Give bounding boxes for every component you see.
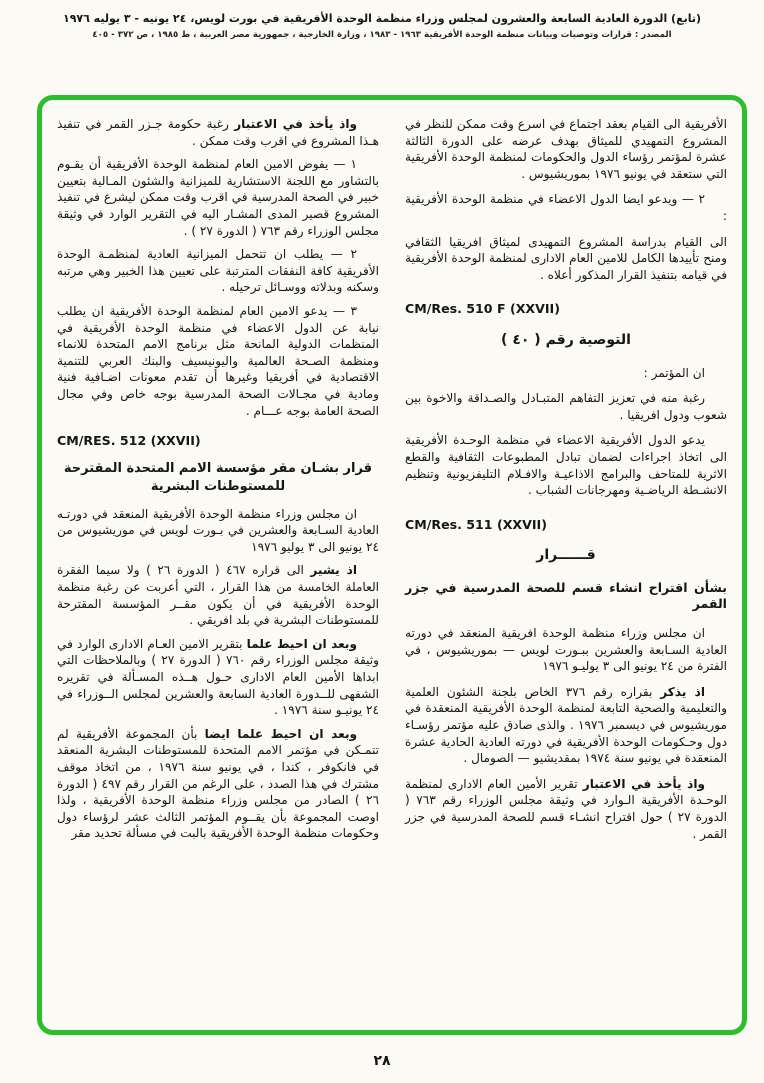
text-columns <box>57 116 727 1020</box>
para-operative-1: ١ — يفوض الامين العام لمنظمة الوحدة الأفريقية أن يقـوم بالتشاور مع اللجنة الاستشارية للميزانية والشئون المـالية بتعيين خبير في الصحة المدرسية في اقرب وقت ممكن ليشرع في تنفيذ المشروع قصير المدى المشـار اليه في التقرير الوارد في وثيقة مجلس الوزراء رقم ٧٦٣ ( الدورة ٢٧ ) . <box>57 157 379 238</box>
para-noted-report <box>57 636 379 719</box>
para-recalling-467 <box>57 562 379 628</box>
para-noted-report-lead: وبعد ان احيط علما <box>246 636 357 651</box>
para-considering-wish <box>57 116 379 149</box>
para-considering-report-text: تقرير الأمين العام الادارى لمنظمة الوحـدة الأفريقية الـوارد في وثيقة مجلس الوزراء رقم ٧٦٣ ( الدورة ٢٧ ) حول اقتراح انشـاء قسم للصحة المدرسية في جزر القمر . <box>405 776 728 841</box>
para-noted-group-text: بأن المجموعة الأفريقية لم تتمـكن في مؤتمر الامم المتحدة للمستوطنات البشرية المنعقد في فانكوفر ، كندا ، في يونيو سنة ١٩٧٦ ، من اتخاذ موقف مشترك في هذا الصدد ، على الرغم من القرار رقم ٤٩٧ ( الدورة ٢٦ ) الصادر من مجلس وزراء منظمة الوحدة الأفريقية ، ولذا اوصت المجموعة بأن يقــوم المؤتمر الثالث عشر لرؤساء دول وحكومات منظمة الوحدة الأفريقية بالبت في مسألة تحديد مقر <box>57 726 379 841</box>
para-operative-3: ٣ — يدعو الامين العام لمنظمة الوحدة الأفريقية ان يطلب نيابة عن الدول الاعضاء في منظمة الوحدة الأفريقية في المنظمات الدولية المانحة مثل برنامج الامم المتحدة للانماء ومنظمة الصـحة العالمية واليونيسيف والبنك العربي للتنمية الاقتصادية في أفريقيا وغيرها أن تقدم معونات اضـافية فنية ومادية في مجـالات الصحة المدرسية بوجه خاص وفي مجال الصحة العامة بوجه عـــام . <box>57 303 379 418</box>
para-considering-report-lead: واذ يأخذ في الاعتبار <box>582 776 705 791</box>
para-recalls-text: بقراره رقم ٣٧٦ الخاص بلجنة الشئون العلمية والتعليمية والصحية التابعة لمنظمة الوحدة الأفريقية المنعقدة في موريشيوس في ديسمبر ١٩٧٦ . والذى صادق عليه مؤتمر رؤسـاء دول وحـكومات الوحدة الأفريقية في دورته العادية الحادية عشرة المنعقدة في يونيو سنة ١٩٧٤ بمقديشيو — الصومال . <box>405 684 727 766</box>
para-conference-intro: ان المؤتمر : <box>643 365 705 380</box>
resolution-title: قــــــرار <box>536 547 596 564</box>
page-number: ٢٨ <box>373 1053 391 1069</box>
resolution-subject: بشأن اقتراح انشاء قسم للصحة المدرسية في جزر القمر <box>405 579 727 612</box>
para-recalls <box>405 684 727 767</box>
hq-resolution-title: قرار بشـان مقر مؤسسة الامم المتحدة المقترحة للمستوطنات البشرية <box>63 460 373 494</box>
para-invites-states: يدعو الدول الأفريقية الاعضاء في منظمة الوحـدة الأفريقية الى اتخاذ اجراءات لضمان تبادل المطبوعات الثقافية والقطع الاثرية للمتاحف والبرامج الاذاعيـة والافـلام التليفزيونية وتنظيم الانشـطة الرياضـية ومهرجانات الشباب . <box>405 433 727 498</box>
header-session-title: (تابع) الدورة العادية السابعة والعشرون لمجلس وزراء منظمة الوحدة الأفريقية في بورت لويس، ٢٤ يونيه - ٣ يوليه ١٩٧٦ <box>62 12 702 25</box>
para-noted-group-lead: وبعد ان احيط علما ايضا <box>204 726 357 741</box>
resolution-ref-511: CM/Res. 511 (XXVII) <box>405 516 547 532</box>
para-noted-report-text: بتقرير الامين العـام الادارى الوارد في وثيقة مجلس الوزراء رقم ٧٦٠ ( الدورة ٢٧ ) وبالملاحظات التي ابداها الأمين العام الادارى حـول هــذه المسـألة في تقريره الشفهى للــدورة العادية السابعة والعشرين لمجلس الــوزراء في ٢٤ يونيـو سنة ١٩٧٦ . <box>57 636 379 718</box>
para-item-2: ٢ — ويدعو ايضا الدول الاعضاء في منظمة الوحدة الأفريقية : <box>405 192 727 223</box>
para-desire: رغبة منه في تعزيز التفاهم المتبـادل والصـداقة والاخوة بين شعوب ودول افريقيا . <box>405 391 727 422</box>
page-header <box>0 12 764 40</box>
left-column <box>57 116 379 1020</box>
para-noted-group <box>57 726 379 842</box>
green-border-frame <box>37 95 747 1035</box>
para-continuation: الأفريقية الى القيام بعقد اجتماع في اسرع وقت ممكن للنظر في المشروع التمهيدي للميثاق بهدف عرضه على الدورة الثالثة عشرة لمؤتمر رؤساء الدول والحكومات لمنظمة الوحدة الأفريقية التي ستعقد في يونيو ١٩٧٦ بموريشيوس . <box>405 117 727 181</box>
para-considering-report <box>405 776 727 842</box>
para-operative-2: ٢ — يطلب ان تتحمل الميزانية العادية لمنظمـة الوحدة الأفريقية كافة النفقات المترتبة على تعيين هذا الخبير وهي مرتبه وسكنه وبدلاته ووسـائل ترحيله . <box>57 247 379 295</box>
para-council-session-2: ان مجلس وزراء منظمة الوحدة الأفريقية المنعقد في دورتـه العادية السـابعة والعشرين في بـورت لويس في موريشيوس من ٢٤ يونيو الى ٣ يوليو ١٩٧٦ <box>57 506 379 554</box>
para-recalling-467-lead: اذ يشير <box>310 563 357 578</box>
para-council-session: ان مجلس وزراء منظمة الوحدة افريقية المنعقد في دورته العادية السـابعة والعشرين ببـورت لويس — بموريشيوس ، في الفترة من ٢٤ يونيو الى ٣ يوليـو ١٩٧٦ <box>405 626 727 674</box>
recommendation-title: التوصية رقم ( ٤٠ ) <box>501 331 631 348</box>
para-considering-wish-lead: واذ يأخذ في الاعتبار <box>234 117 358 131</box>
resolution-ref-512: CM/RES. 512 (XXVII) <box>57 433 201 449</box>
header-source-line: المصدر : قرارات وتوصيات وبيانات منظمة الوحدة الأفريقية ١٩٦٣ - ١٩٨٣ ، وزارة الخارجية ، جمهورية مصر العربية ، ط ١٩٨٥ ، ص ٣٧٢ - ٤٠٥ <box>92 30 672 40</box>
right-column <box>405 116 727 1020</box>
para-recalling-467-text: الى قراره ٤٦٧ ( الدورة ٢٦ ) ولا سيما الفقرة العاملة الخامسة من هذا القرار ، التي أعربت عن رغبة منظمة الوحدة الأفريقية في أن يكون مقــر المؤسسة المقترحة للمستوطنات البشرية في بلد افريقي . <box>57 563 379 628</box>
para-study-charter: الى القيام بدراسة المشروع التمهيدى لميثاق افريقيا الثقافي ومنح تأييدها الكامل للامين العام الادارى لمنظمة الوحدة الأفريقية في قيامه بتنفيذ القرار المذكور أعلاه . <box>405 234 727 282</box>
resolution-ref-510: CM/Res. 510 F (XXVII) <box>405 301 560 317</box>
para-recalls-lead: اذ يذكر <box>660 684 705 699</box>
para-considering-wish-text: رغبة حكومة جـزر القمر في تنفيذ هـذا المشروع في اقرب وقت ممكن . <box>57 117 379 148</box>
